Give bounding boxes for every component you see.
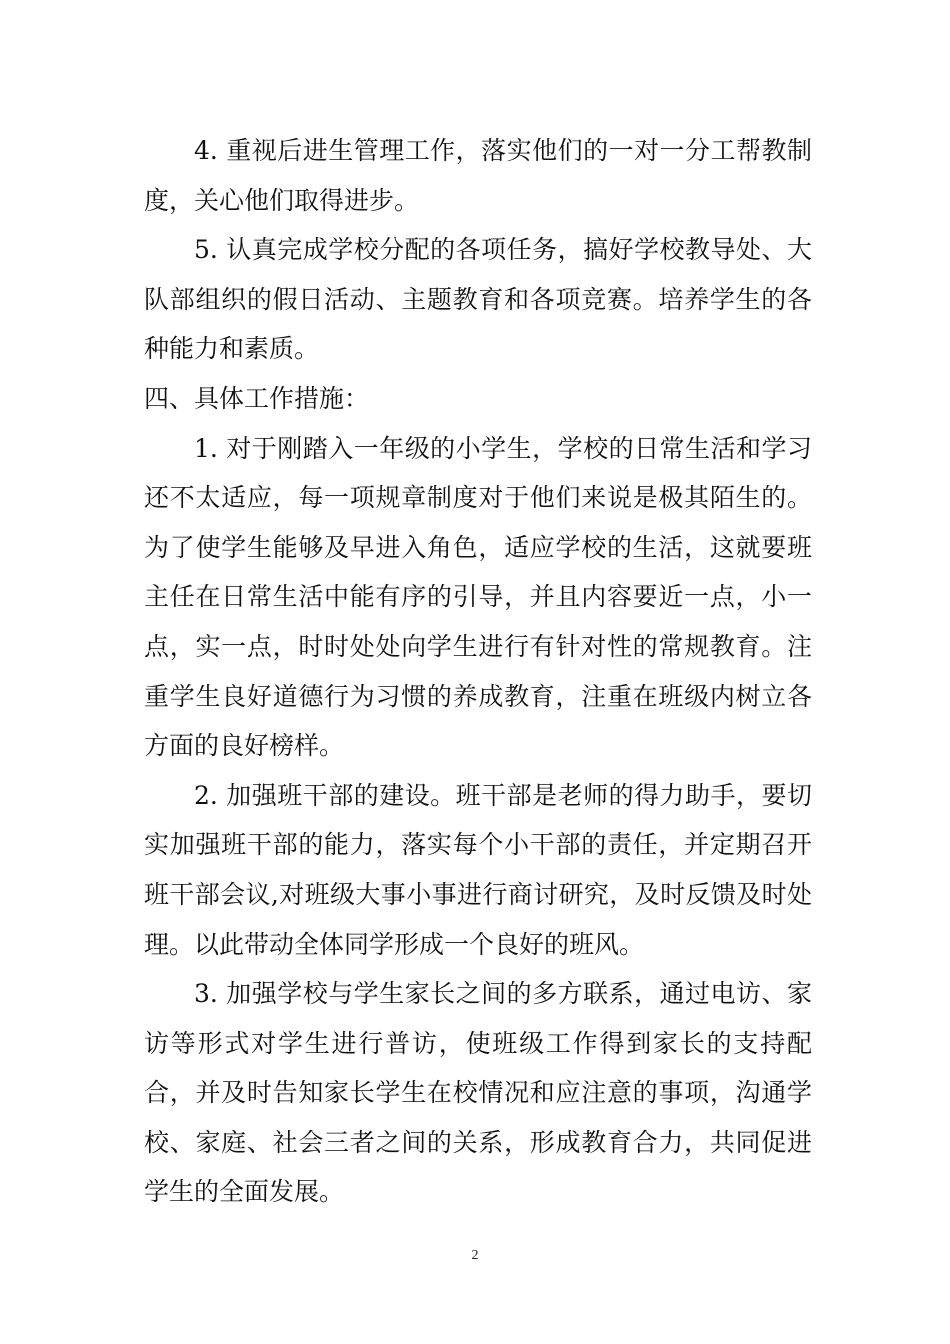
paragraph-item-5: 5. 认真完成学校分配的各项任务，搞好学校教导处、大队部组织的假日活动、主题教育和各项竞赛。培养学生的各种能力和素质。 bbox=[144, 235, 812, 364]
document-body bbox=[144, 126, 812, 1217]
page-number: 2 bbox=[471, 1248, 479, 1263]
paragraph-measure-3: 3. 加强学校与学生家长之间的多方联系，通过电访、家访等形式对学生进行普访，使班级工作得到家长的支持配合，并及时告知家长学生在校情况和应注意的事项，沟通学校、家庭、社会三者之间的关系，形成教育合力，共同促进学生的全面发展。 bbox=[144, 979, 812, 1207]
paragraph-measure-2: 2. 加强班干部的建设。班干部是老师的得力助手，要切实加强班干部的能力，落实每个小干部的责任，并定期召开班干部会议,对班级大事小事进行商讨研究，及时反馈及时处理。以此带动全体同学形成一个良好的班风。 bbox=[144, 780, 812, 959]
section-heading-measures: 四、具体工作措施： bbox=[144, 383, 370, 413]
paragraph-item-4: 4. 重视后进生管理工作，落实他们的一对一分工帮教制度，关心他们取得进步。 bbox=[144, 136, 812, 215]
paragraph-measure-1: 1. 对于刚踏入一年级的小学生，学校的日常生活和学习还不太适应，每一项规章制度对于他们来说是极其陌生的。为了使学生能够及早进入角色，适应学校的生活，这就要班主任在日常生活中能有序的引导，并且内容要近一点，小一点，实一点，时时处处向学生进行有针对性的常规教育。注重学生良好道德行为习惯的养成教育，注重在班级内树立各方面的良好榜样。 bbox=[144, 433, 812, 761]
